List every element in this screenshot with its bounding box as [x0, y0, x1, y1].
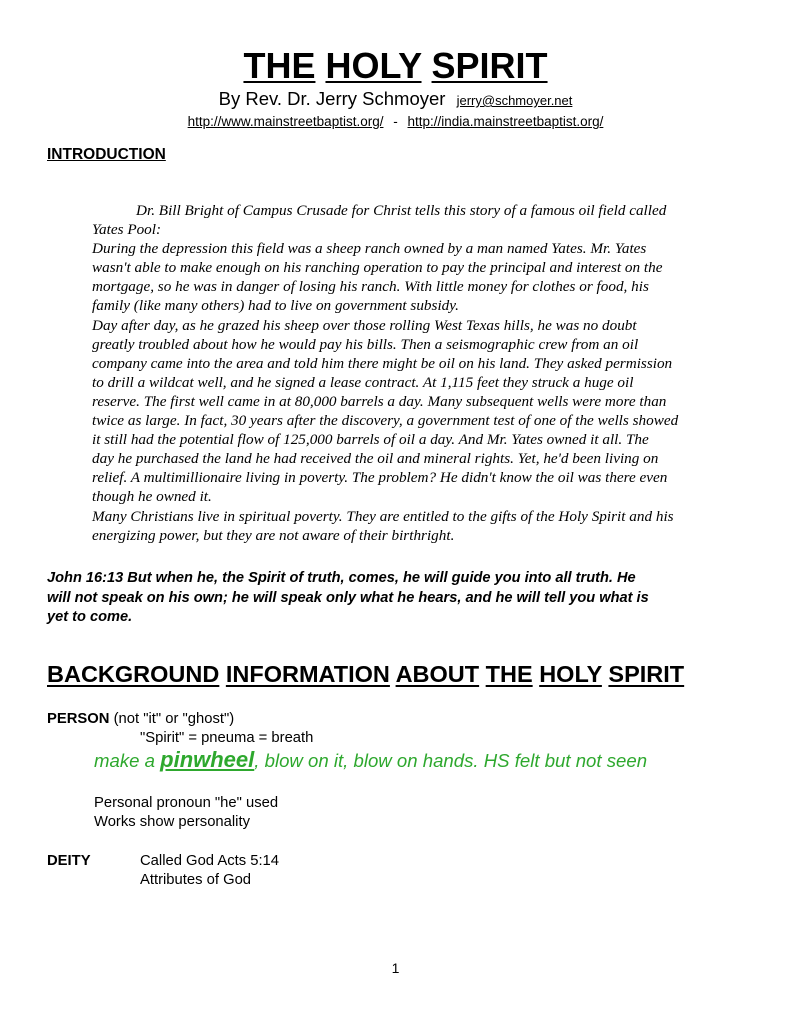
story-line: Day after day, as he grazed his sheep over those rolling West Texas hills, he was no doubt [92, 316, 637, 334]
title-word: THE [243, 45, 316, 86]
story-line: twice as large. In fact, 30 years after the discovery, a government test of one of the wells showed [92, 412, 679, 430]
story-line: wasn't able to make enough on his ranching operation to pay the principal and interest on the [92, 259, 663, 277]
story-line: day he purchased the land he had received the oil and mineral rights. Yet, he'd been living on [92, 450, 659, 468]
pinwheel-word: pinwheel [160, 747, 255, 772]
story-line: to drill a wildcat well, and he signed a lease contract. At 1,115 feet they struck a huge oil [92, 373, 634, 391]
story-line: Yates Pool: [92, 221, 162, 239]
website-link-india[interactable]: http://india.mainstreetbaptist.org/ [407, 114, 604, 129]
oil-field-story [92, 201, 752, 545]
heading-word: ABOUT [395, 661, 480, 687]
heading-word: SPIRIT [608, 661, 685, 687]
link-separator: - [393, 114, 398, 129]
title-word: HOLY [325, 45, 422, 86]
deity-line-1: Called God Acts 5:14 [140, 853, 280, 869]
pronoun-line: Personal pronoun "he" used [94, 795, 279, 811]
person-label: PERSON [47, 711, 110, 727]
email-link[interactable]: jerry@schmoyer.net [456, 93, 573, 108]
story-line: Dr. Bill Bright of Campus Crusade for Christ tells this story of a famous oil field called [136, 202, 667, 219]
story-line: During the depression this field was a sheep ranch owned by a man named Yates. Mr. Yates [92, 240, 647, 258]
activity-post: , blow on it, blow on hands. HS felt but not seen [254, 750, 648, 771]
verse-line: John 16:13 But when he, the Spirit of truth, comes, he will guide you into all truth. He [47, 570, 636, 586]
activity-pre: make a [94, 750, 161, 771]
page-number: 1 [391, 960, 400, 976]
title-word: SPIRIT [431, 45, 548, 86]
heading-word: HOLY [539, 661, 602, 687]
story-line: though he owned it. [92, 488, 212, 506]
story-line: relief. A multimillionaire living in poverty. The problem? He didn't know the oil was there even [92, 469, 668, 487]
story-line: Many Christians live in spiritual poverty. They are entitled to the gifts of the Holy Spirit and his [92, 507, 674, 525]
background-heading [47, 661, 684, 688]
website-links [0, 113, 791, 131]
works-line: Works show personality [94, 814, 250, 830]
person-line [47, 710, 234, 728]
story-line: energizing power, but they are not aware of their birthright. [92, 526, 455, 544]
deity-label: DEITY [47, 853, 91, 869]
scripture-verse [47, 569, 747, 628]
story-line: mortgage, so he was in danger of losing his ranch. With little money for clothes or food, his [92, 278, 649, 296]
story-line: it still had the potential flow of 125,000 barrels of oil a day. And Mr. Yates owned it all. The [92, 431, 649, 449]
spirit-definition: "Spirit" = pneuma = breath [140, 730, 314, 746]
page-title [0, 46, 791, 86]
story-line: reserve. The first well came in at 80,000 barrels a day. Many subsequent wells were more than [92, 392, 667, 410]
pinwheel-activity [94, 748, 647, 773]
website-link-main[interactable]: http://www.mainstreetbaptist.org/ [187, 114, 384, 129]
heading-word: THE [485, 661, 533, 687]
deity-line-2: Attributes of God [140, 872, 252, 888]
verse-line: will not speak on his own; he will speak only what he hears, and he will tell you what is [47, 589, 649, 606]
person-note: (not "it" or "ghost") [109, 711, 235, 727]
verse-line: yet to come. [47, 609, 133, 625]
author: By Rev. Dr. Jerry Schmoyer [218, 88, 446, 109]
story-line: family (like many others) had to live on government subsidy. [92, 297, 459, 315]
heading-word: BACKGROUND [47, 661, 220, 687]
heading-word: INFORMATION [225, 661, 390, 687]
story-line: greatly troubled about how he would pay his bills. Then a seismographic crew from an oil [92, 335, 639, 353]
byline [0, 88, 791, 112]
introduction-heading: INTRODUCTION [47, 146, 166, 163]
story-line: company came into the area and told him there might be oil on his land. They asked permission [92, 354, 673, 372]
header [0, 46, 791, 131]
